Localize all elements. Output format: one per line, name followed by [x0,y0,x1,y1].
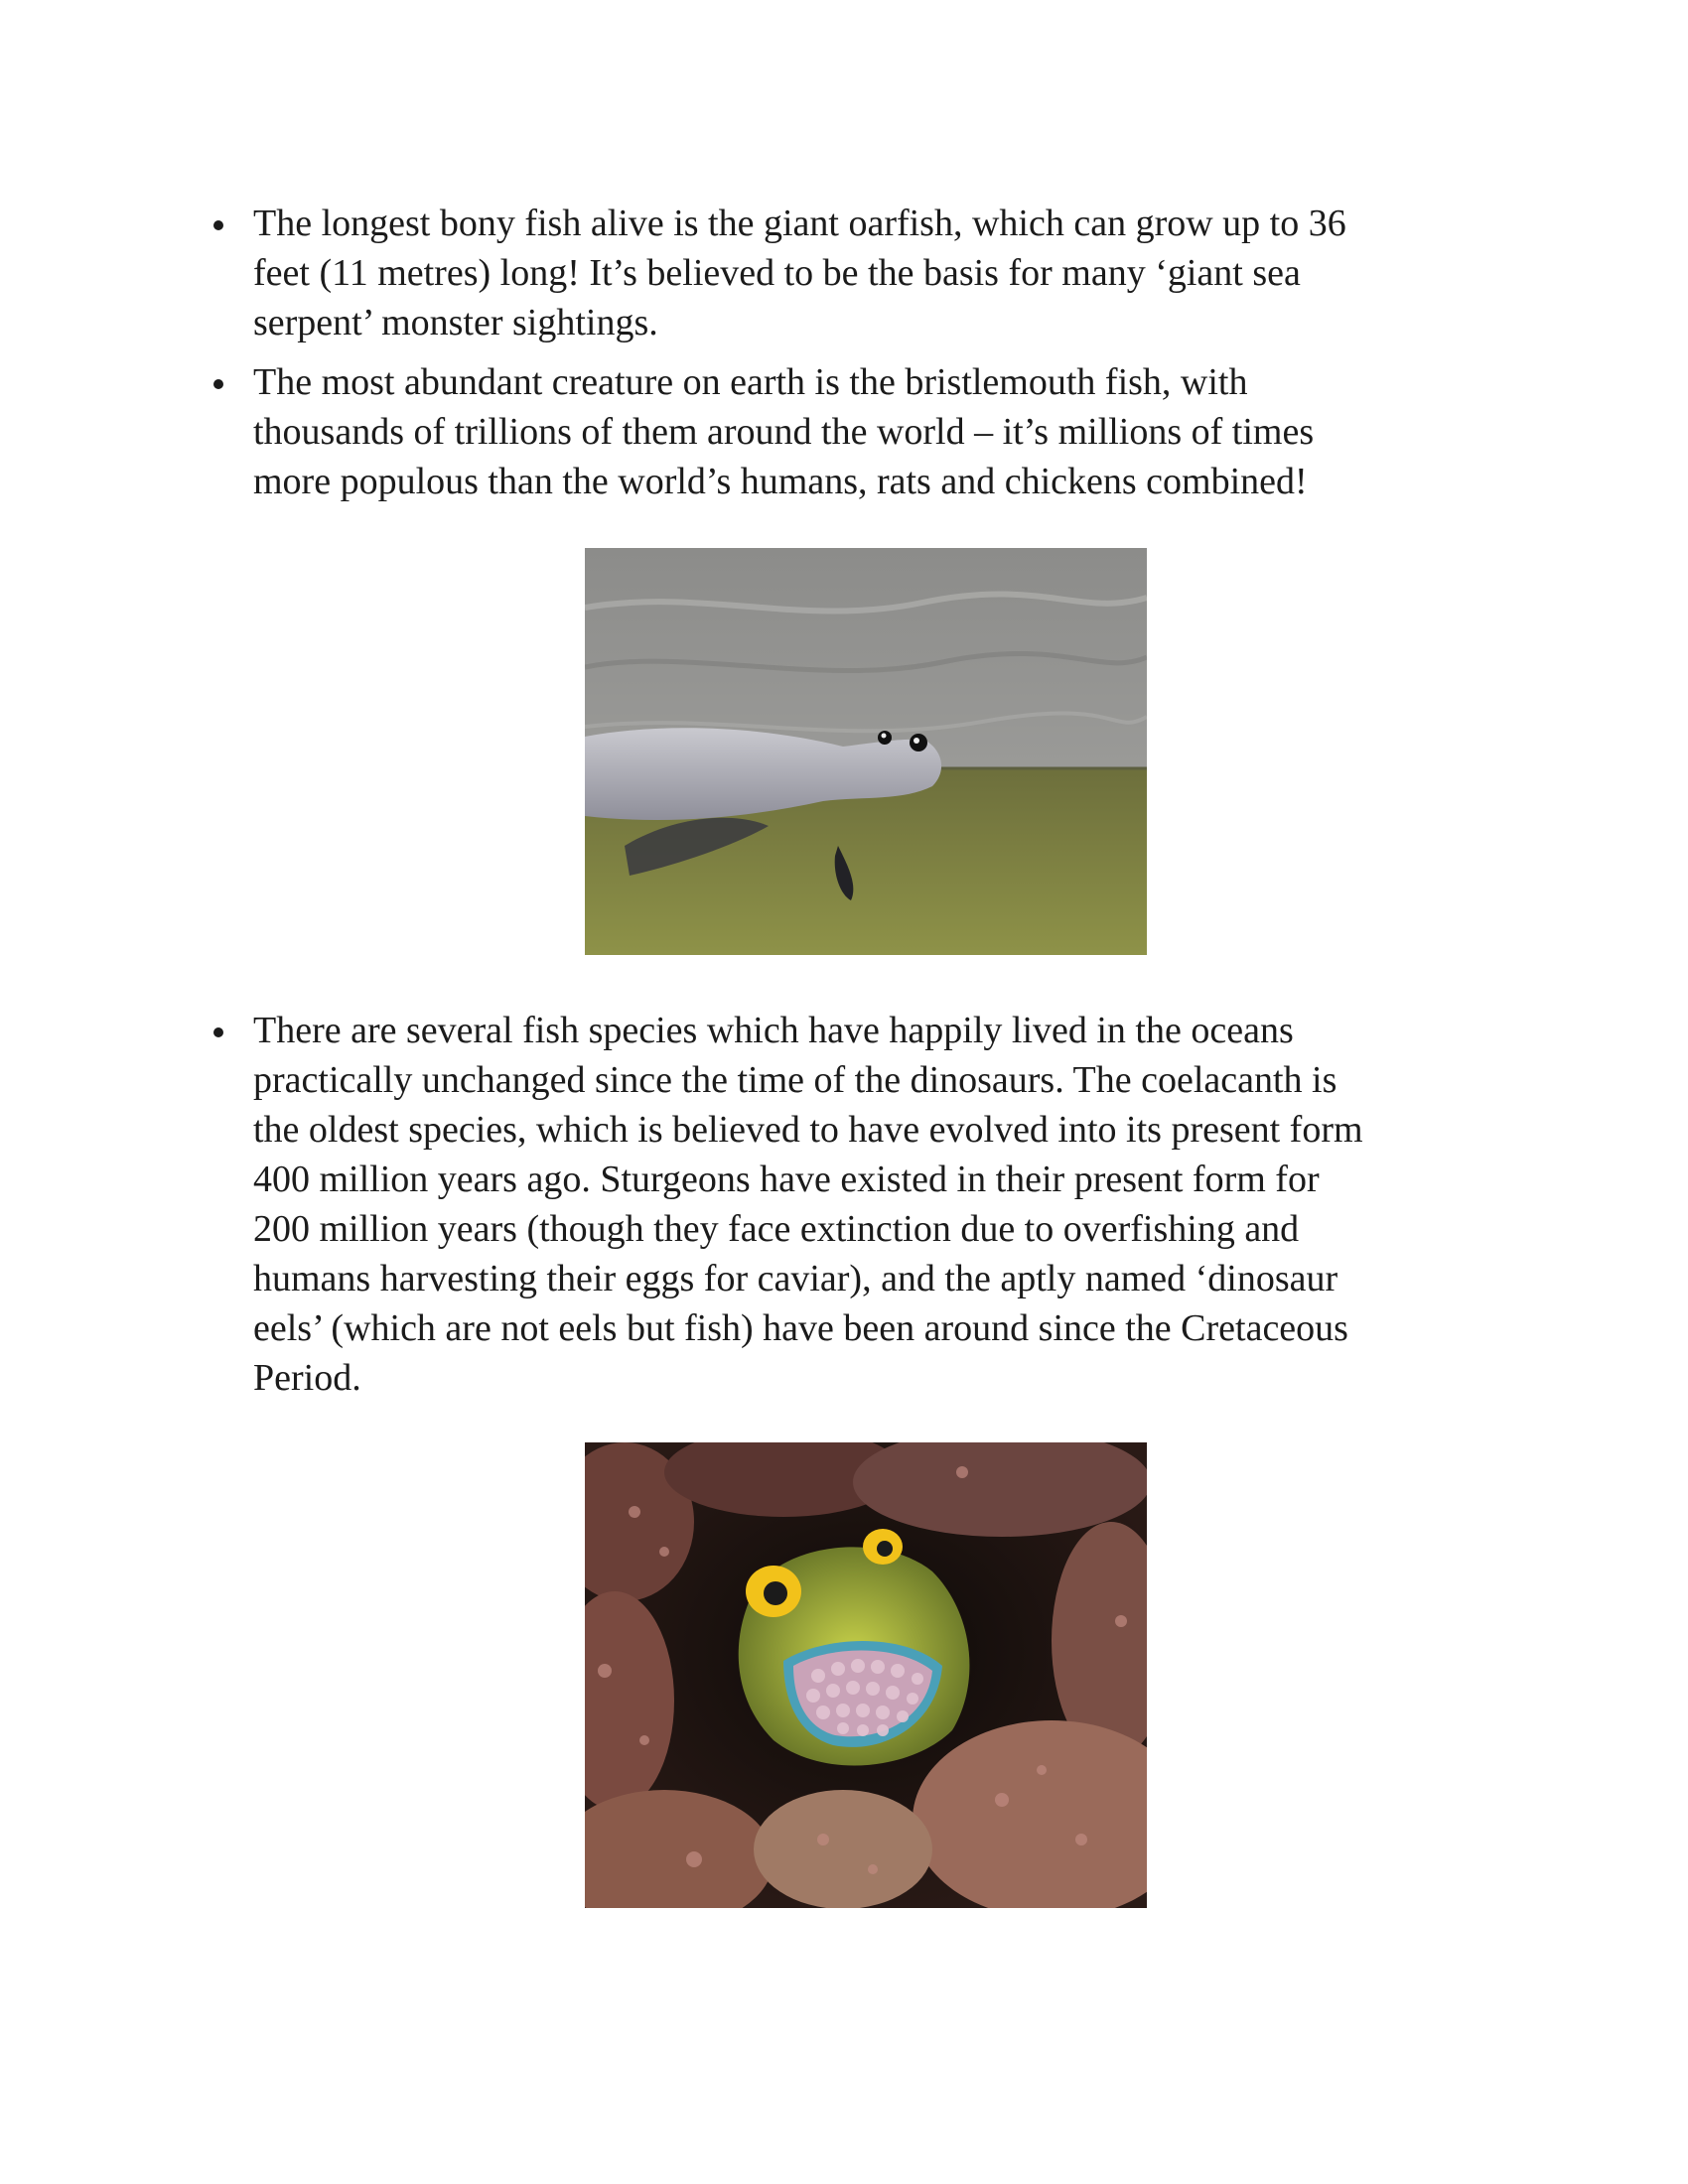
bullet-item-bristlemouth [199,357,1489,506]
bullet-dot [213,1027,223,1037]
bullet-item-ancient-species [199,1006,1489,1403]
bullet-dot [213,220,223,230]
bullet-text: The longest bony fish alive is the giant oarfish, which can grow up to 36 feet (11 metres) long! It’s believed to be the basis for many ‘giant sea serpent’ monster sightings. [253,203,1346,343]
fish-surface-photo [585,548,1147,955]
bullet-dot [213,379,223,389]
bullet-text: There are several fish species which have happily lived in the oceans practically unchanged since the time of the dinosaurs. The coelacanth is the oldest species, which is believed to have evolved into its present form 400 million years ago. Sturgeons have existed in their present form for 200 million years (though they face extinction due to overfishing and humans harvesting their eggs for caviar), and the aptly named ‘dinosaur eels’ (which are not eels but fish) have been around since the Cretaceous Period. [253,1010,1363,1399]
bullet-item-oarfish [199,199,1489,347]
fish-reef-image [585,1442,1147,1908]
fish-reef-photo [585,1442,1147,1908]
bullet-text: The most abundant creature on earth is the bristlemouth fish, with thousands of trillions of them around the world – it’s millions of times more populous than the world’s humans, rats and chickens combined! [253,361,1315,502]
fish-surface-image [585,548,1147,955]
